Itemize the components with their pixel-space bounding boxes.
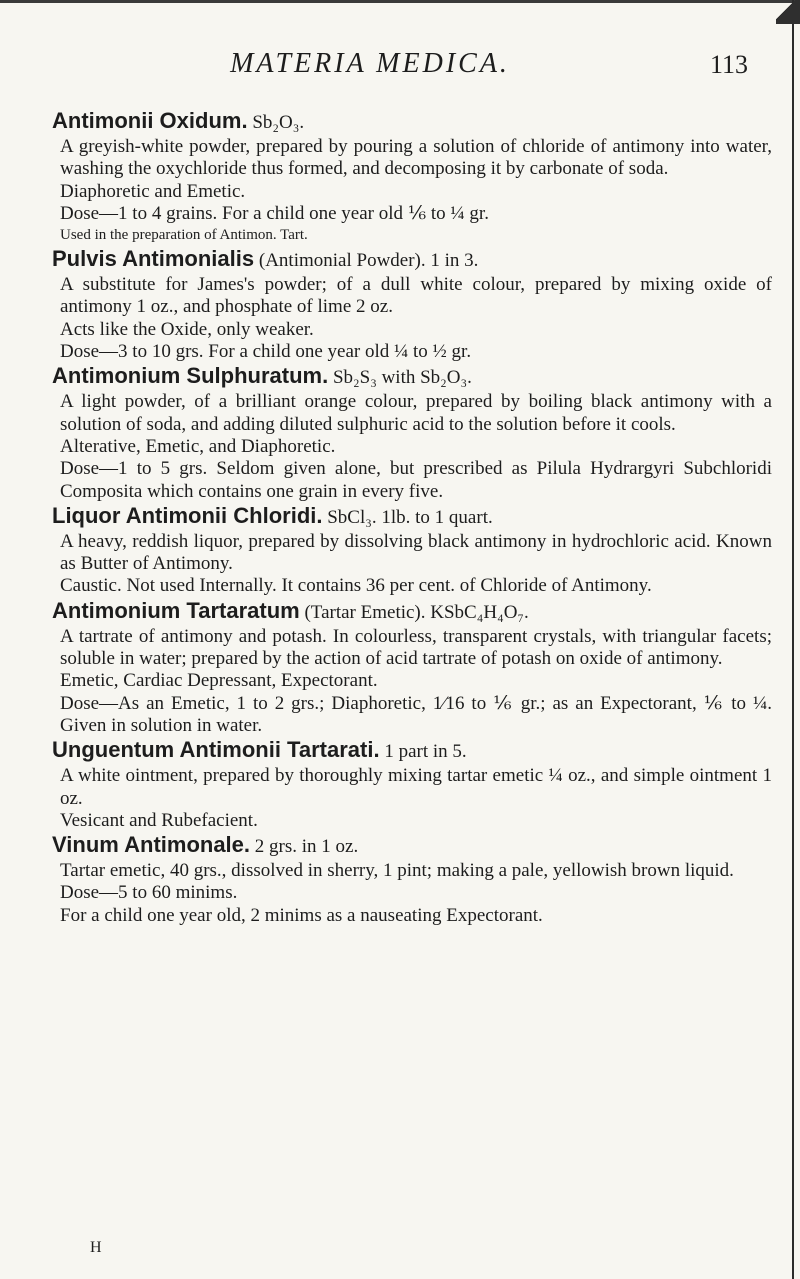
entry-paragraph: A tartrate of antimony and potash. In colourless, transparent crystals, with triangular facets; soluble in water; prepared by the action of acid tartrate of potash on oxide of antimony. [60, 625, 772, 670]
entry-title: Unguentum Antimonii Tartarati. [52, 737, 380, 763]
entry-title: Liquor Antimonii Chloridi. [52, 502, 323, 528]
entry-heading [52, 108, 772, 136]
entry-antimonium-sulphuratum [52, 363, 772, 502]
page-top-edge [0, 0, 800, 3]
text-block [52, 108, 772, 927]
entry-formula: Sb₂S₃ with Sb₂O₃. [332, 367, 472, 389]
entry-paragraph: Dose—1 to 5 grs. Seldom given alone, but prescribed as Pilula Hydrargyri Subchloridi Composita which contains one grain in every five. [60, 458, 772, 502]
entry-title: Antimonii Oxidum. [52, 108, 248, 133]
page-right-edge [792, 0, 794, 1279]
entry-paragraph: Dose—1 to 4 grains. For a child one year old ⅙ to ¼ gr. [60, 202, 489, 224]
entry-paragraph: Dose—5 to 60 minims. [60, 882, 238, 904]
entry-pulvis-antimonialis [52, 246, 772, 363]
entry-formula: 2 grs. in 1 oz. [254, 836, 359, 858]
entry-heading [52, 832, 772, 860]
entry-paragraph: Caustic. Not used Internally. It contains 36 per cent. of Chloride of Antimony. [60, 575, 652, 597]
entry-heading [52, 246, 772, 274]
entry-formula: (Antimonial Powder). 1 in 3. [258, 250, 479, 272]
entry-unguentum-antimonii-tartarati [52, 737, 772, 832]
entry-paragraph: Vesicant and Rubefacient. [60, 809, 258, 831]
page-number: 113 [709, 50, 748, 79]
entry-paragraph: Acts like the Oxide, only weaker. [60, 318, 314, 340]
page-corner-mark [776, 0, 800, 24]
entry-paragraph: A greyish-white powder, prepared by pouring a solution of chloride of antimony into water, washing the oxychloride thus formed, and decomposing it by carbonate of soda. [60, 136, 772, 180]
entry-heading [52, 598, 772, 626]
entry-antimonium-tartaratum [52, 598, 772, 737]
entry-formula: (Tartar Emetic). KSbC₄H₄O₇. [304, 601, 529, 623]
entry-title: Antimonium Sulphuratum. [52, 363, 329, 389]
entry-paragraph: Dose—3 to 10 grs. For a child one year old ¼ to ½ gr. [60, 341, 472, 363]
running-title: MATERIA MEDICA. [230, 48, 510, 79]
entry-heading [52, 363, 772, 391]
entry-paragraph: A white ointment, prepared by thoroughly mixing tartar emetic ¼ oz., and simple ointment 1 oz. [60, 765, 772, 809]
entry-paragraph: A heavy, reddish liquor, prepared by dissolving black antimony in hydrochloric acid. Known as Butter of Antimony. [60, 530, 772, 575]
entry-formula: Sb₂O₃. [252, 112, 305, 133]
entry-heading [52, 503, 772, 531]
entry-paragraph: A light powder, of a brilliant orange colour, prepared by boiling black antimony with a solution of soda, and adding diluted sulphuric acid to the solution before it cools. [60, 391, 772, 435]
entry-formula: SbCl₃. 1lb. to 1 quart. [327, 506, 493, 528]
entry-paragraph: Alterative, Emetic, and Diaphoretic. [60, 435, 336, 457]
entry-paragraph: A substitute for James's powder; of a dull white colour, prepared by mixing oxide of antimony 1 oz., and phosphate of lime 2 oz. [60, 274, 772, 318]
entry-paragraph: Tartar emetic, 40 grs., dissolved in sherry, 1 pint; making a pale, yellowish brown liquid. [60, 860, 734, 882]
entry-note: Used in the preparation of Antimon. Tart. [60, 227, 308, 244]
entry-formula: 1 part in 5. [384, 741, 467, 763]
entry-vinum-antimonale [52, 832, 772, 927]
entry-antimonii-oxidum [52, 108, 772, 246]
entry-paragraph: Diaphoretic and Emetic. [60, 180, 246, 202]
entry-title: Pulvis Antimonialis [52, 246, 255, 272]
entry-paragraph: For a child one year old, 2 minims as a nauseating Expectorant. [60, 904, 543, 926]
signature-mark: H [90, 1239, 102, 1256]
entry-heading [52, 737, 772, 765]
running-head [0, 48, 800, 88]
entry-title: Antimonium Tartaratum [52, 597, 300, 623]
entry-liquor-antimonii-chloridi [52, 503, 772, 598]
entry-paragraph: Dose—As an Emetic, 1 to 2 grs.; Diaphoretic, 1⁄16 to ⅙ gr.; as an Expectorant, ⅙ to ¼. Given in solution in water. [60, 692, 772, 736]
entry-title: Vinum Antimonale. [52, 832, 251, 858]
entry-paragraph: Emetic, Cardiac Depressant, Expectorant. [60, 670, 378, 692]
